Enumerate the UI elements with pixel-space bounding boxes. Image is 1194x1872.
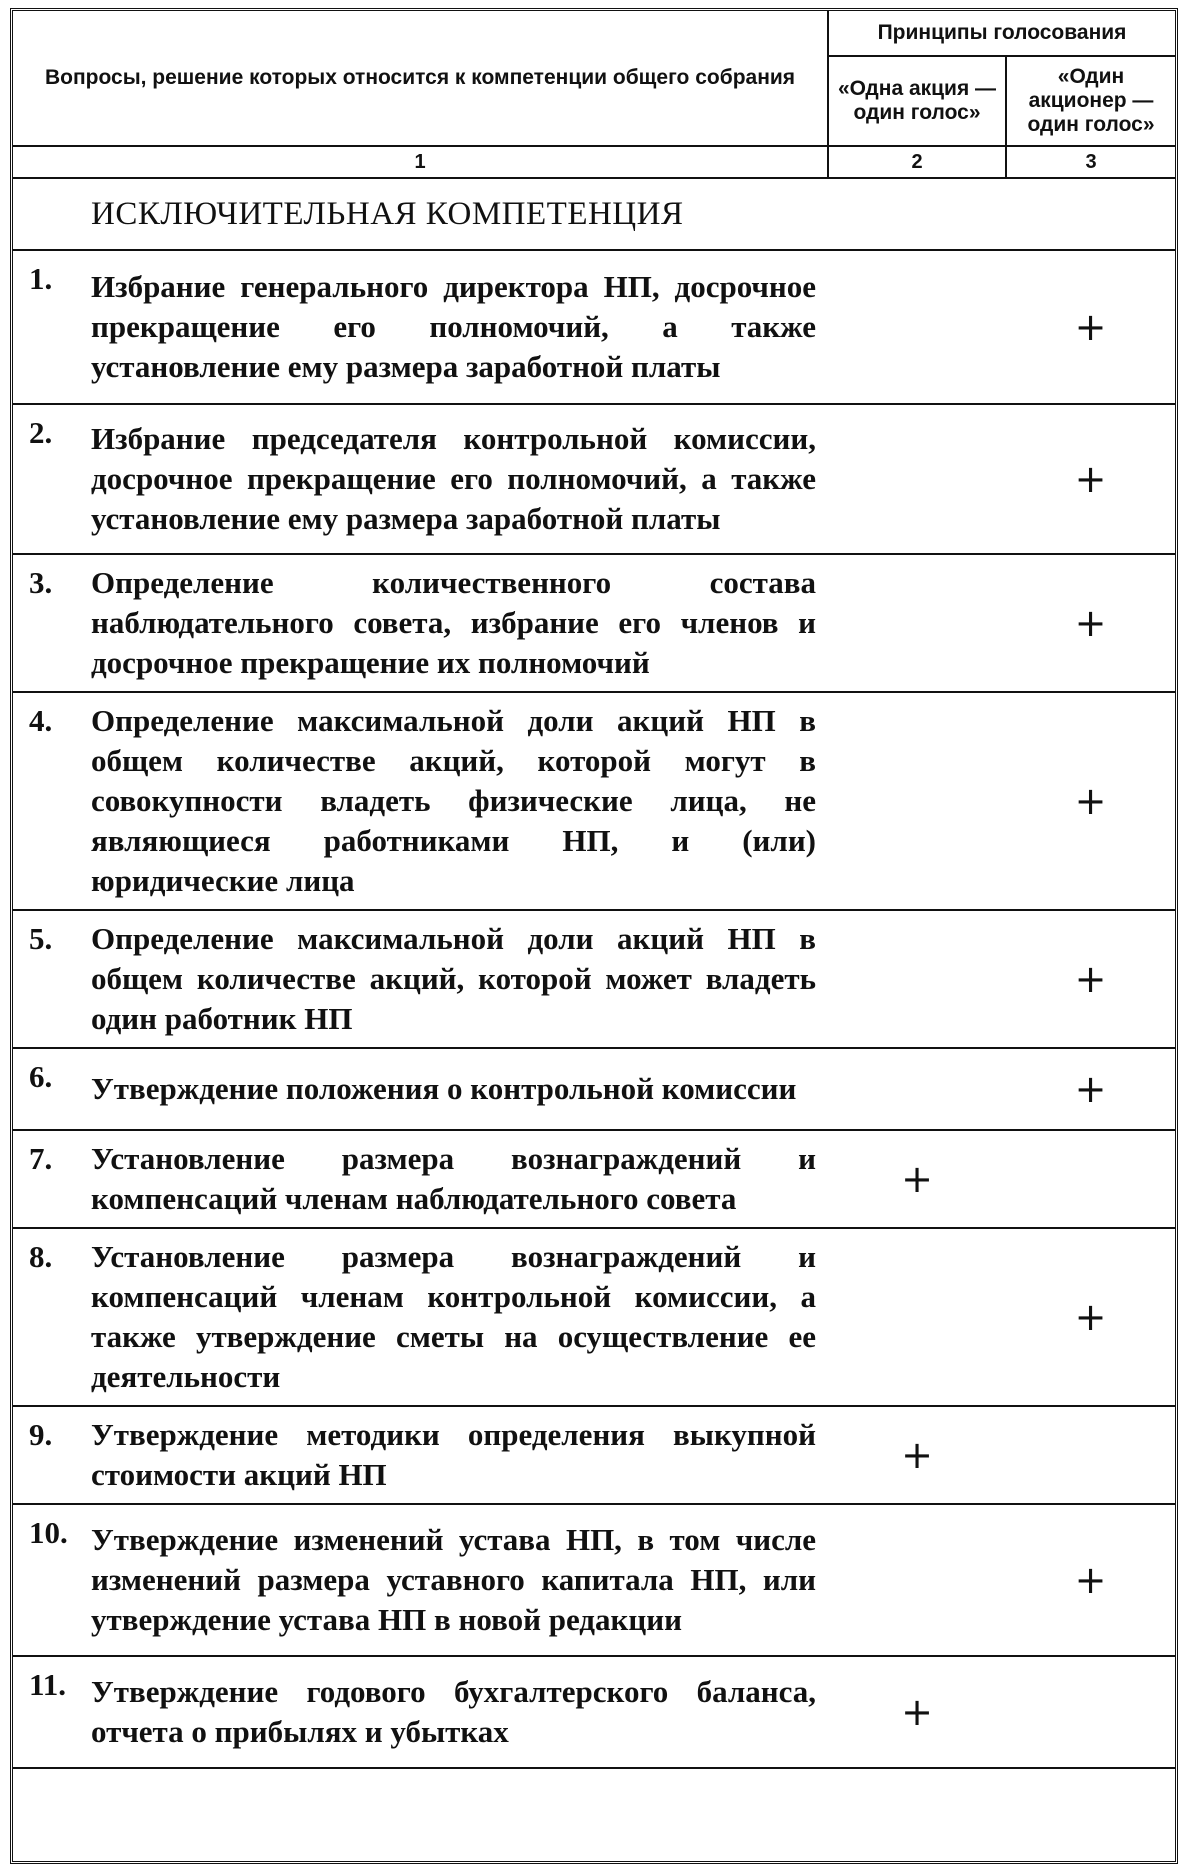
item-number: 1. [29,261,53,296]
question-cell [13,1130,828,1228]
one-holder-mark [1006,1130,1175,1228]
question-cell [13,1656,828,1768]
item-text: Избрание председателя контрольной комиссии, досрочное прекращение его полномочий, а также установление ему размера заработной платы [91,421,816,536]
one-holder-mark: + [1006,692,1175,910]
voting-principles-header: Принципы голосования [828,11,1175,56]
item-text: Утверждение изменений устава НП, в том числе изменений размера уставного капитала НП, или утверждение устава НП в новой редакции [91,1522,816,1637]
table-row [13,1406,1175,1504]
question-cell [13,554,828,692]
item-text: Определение максимальной доли акций НП в общем количестве акций, которой могут в совокупности владеть физические лица, не являющиеся работниками НП, и (или) юридические лица [91,703,816,898]
one-share-mark [828,1048,1006,1130]
item-number: 6. [29,1059,53,1094]
one-holder-mark: + [1006,554,1175,692]
one-share-mark: + [828,1130,1006,1228]
table-row [13,692,1175,910]
table-row [13,1228,1175,1406]
column-number: 3 [1006,146,1175,178]
one-holder-mark: + [1006,404,1175,554]
item-number: 4. [29,703,53,738]
table-row [13,404,1175,554]
table-row [13,1048,1175,1130]
table-row [13,250,1175,404]
one-holder-mark: + [1006,910,1175,1048]
question-cell [13,1406,828,1504]
one-holder-mark [1006,1406,1175,1504]
one-share-mark [828,554,1006,692]
table-row [13,554,1175,692]
item-number: 9. [29,1417,53,1452]
table-row [13,1656,1175,1768]
question-cell [13,692,828,910]
question-column-header: Вопросы, решение которых относится к компетенции общего собрания [13,11,828,146]
one-holder-mark: + [1006,1048,1175,1130]
item-text: Избрание генерального директора НП, досрочное прекращение его полномочий, а также установление ему размера заработной платы [91,269,816,384]
one-share-mark: + [828,1656,1006,1768]
one-share-mark [828,404,1006,554]
question-cell [13,404,828,554]
section-row [13,178,1175,250]
item-number: 7. [29,1141,53,1176]
item-text: Определение максимальной доли акций НП в общем количестве акций, которой может владеть один работник НП [91,921,816,1036]
one-holder-one-vote-header: «Один акционер — один голос» [1006,56,1175,146]
one-share-mark [828,910,1006,1048]
question-cell [13,1048,828,1130]
one-holder-mark: + [1006,1228,1175,1406]
one-share-mark: + [828,1406,1006,1504]
item-number: 10. [29,1515,68,1550]
table-row [13,1504,1175,1656]
table-row [13,1130,1175,1228]
section-title: ИСКЛЮЧИТЕЛЬНАЯ КОМПЕТЕНЦИЯ [13,178,1175,250]
one-share-mark [828,1228,1006,1406]
one-holder-mark: + [1006,1504,1175,1656]
question-cell [13,1228,828,1406]
item-number: 3. [29,565,53,600]
one-share-mark [828,692,1006,910]
voting-table [13,11,1175,1769]
item-number: 11. [29,1667,67,1702]
item-number: 5. [29,921,53,956]
item-number: 2. [29,415,53,450]
item-text: Утверждение методики определения выкупной стоимости акций НП [91,1417,816,1492]
column-number: 1 [13,146,828,178]
one-share-one-vote-header: «Одна акция — один голос» [828,56,1006,146]
question-cell [13,250,828,404]
item-text: Утверждение положения о контрольной комиссии [91,1071,797,1106]
one-holder-mark [1006,1656,1175,1768]
question-cell [13,1504,828,1656]
item-number: 8. [29,1239,53,1274]
item-text: Установление размера вознаграждений и компенсаций членам контрольной комиссии, а также утверждение сметы на осуществление ее деятельности [91,1239,816,1394]
document-page [10,8,1178,1864]
one-share-mark [828,1504,1006,1656]
column-number-row [13,146,1175,178]
question-cell [13,910,828,1048]
column-number: 2 [828,146,1006,178]
item-text: Установление размера вознаграждений и компенсаций членам наблюдательного совета [91,1141,816,1216]
one-holder-mark: + [1006,250,1175,404]
one-share-mark [828,250,1006,404]
item-text: Определение количественного состава наблюдательного совета, избрание его членов и досрочное прекращение их полномочий [91,565,816,680]
table-row [13,910,1175,1048]
item-text: Утверждение годового бухгалтерского баланса, отчета о прибылях и убытках [91,1674,816,1749]
